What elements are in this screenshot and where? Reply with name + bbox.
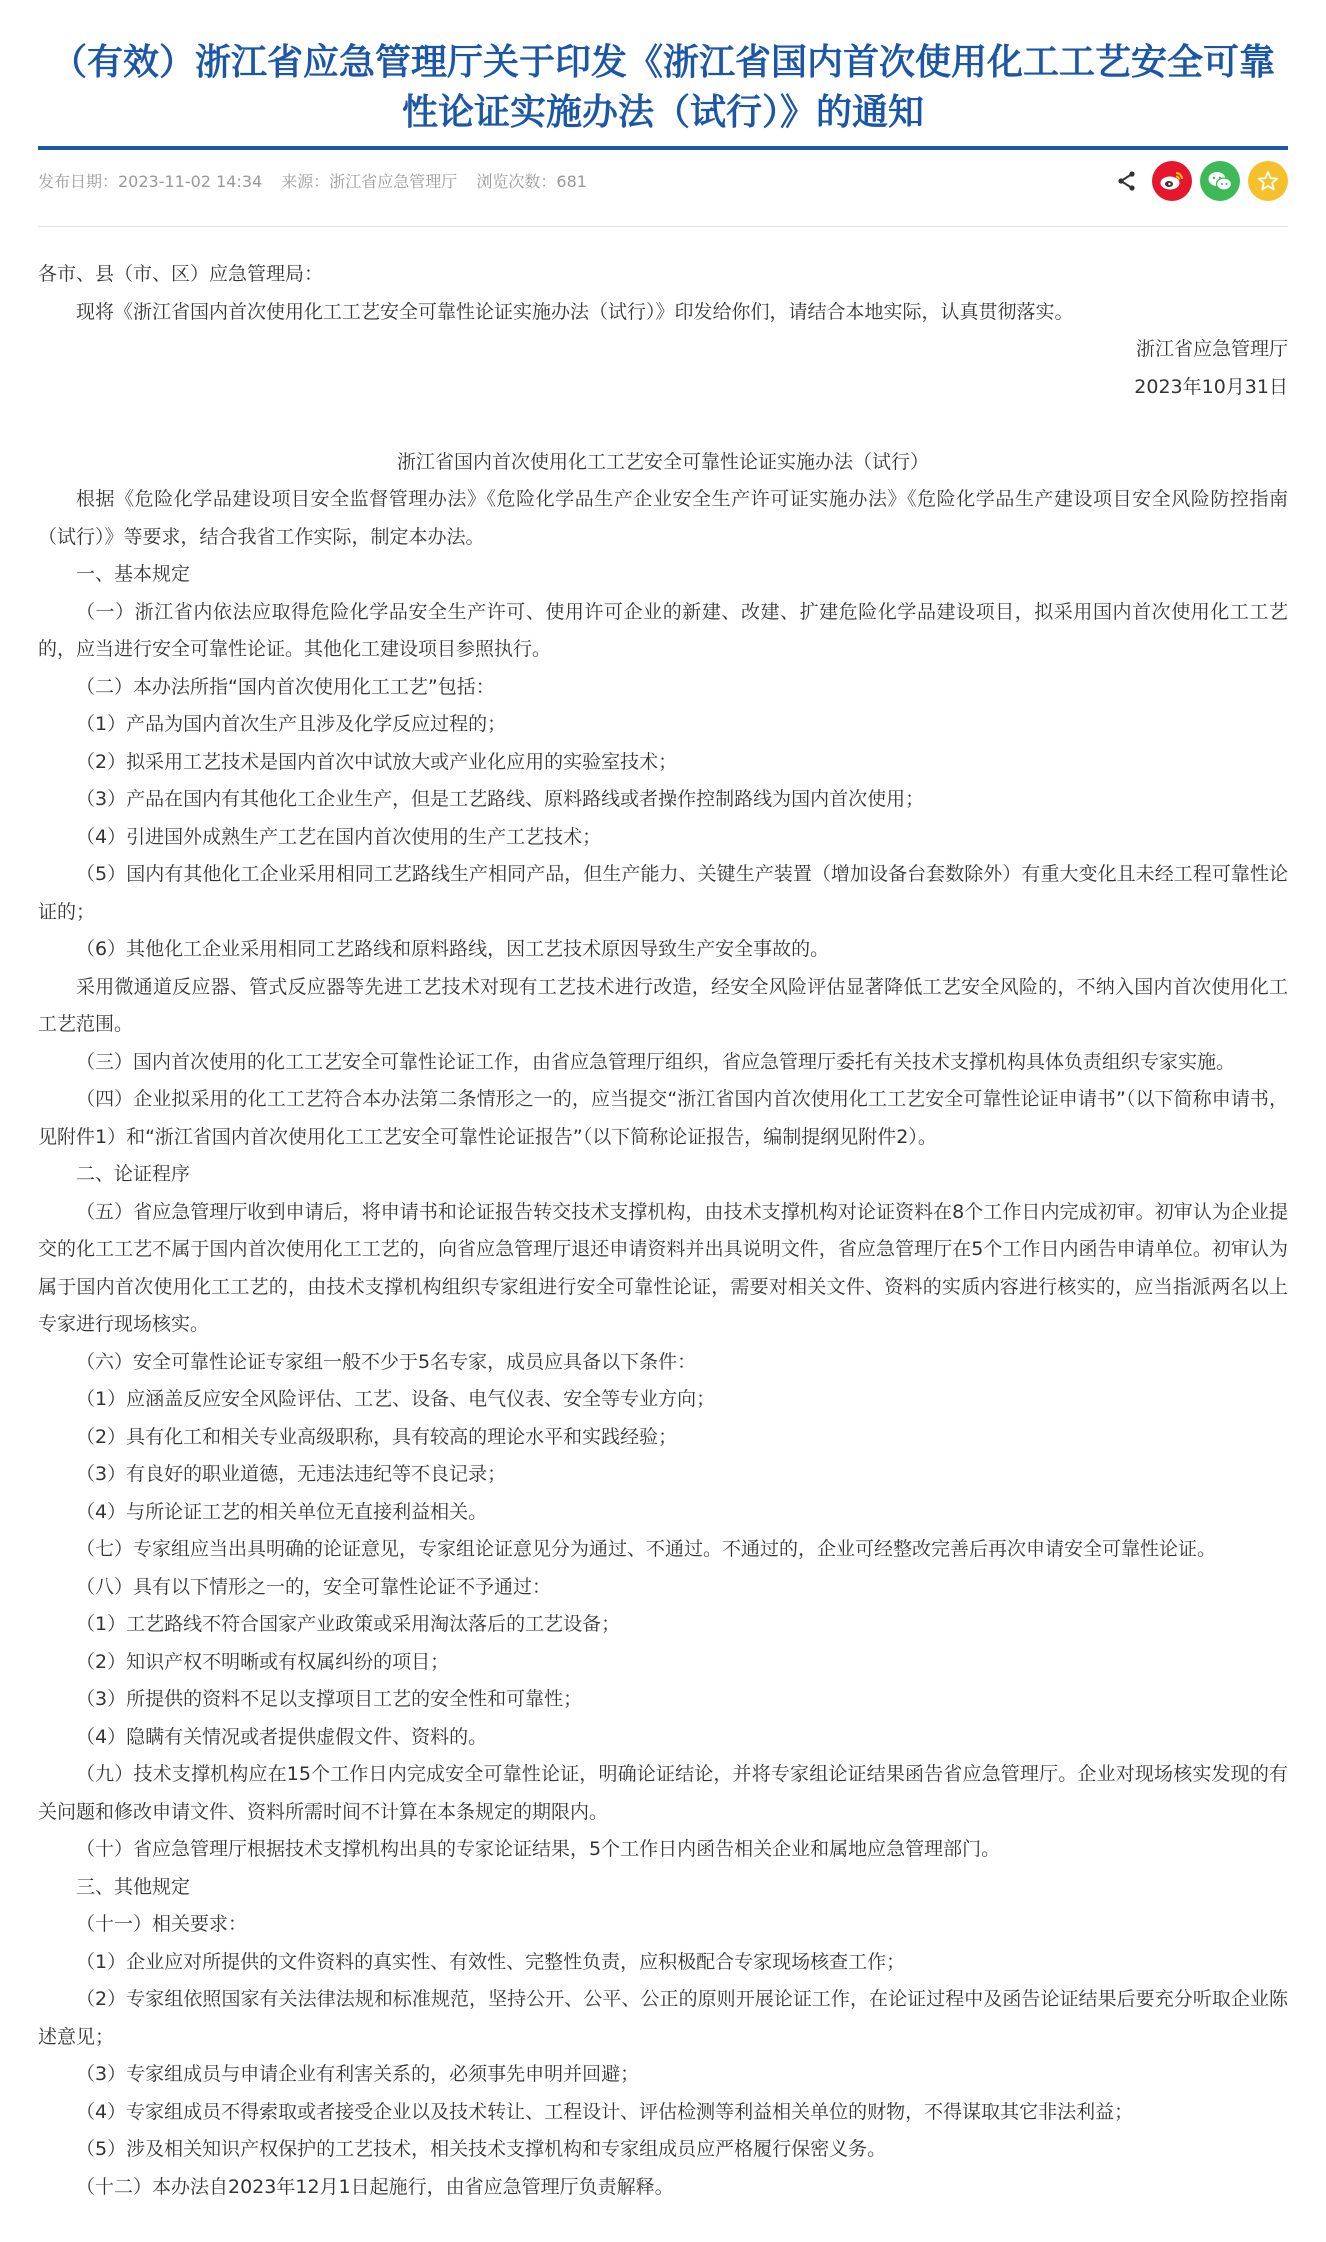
document-paragraph: （十二）本办法自2023年12月1日起施行，由省应急管理厅负责解释。 [76,2175,674,2198]
document-paragraph: （3）有良好的职业道德，无违法违纪等不良记录； [76,1463,507,1485]
document-paragraph: （5）国内有其他化工企业采用相同工艺路线生产相同产品，但生产能力、关键生产装置（增加设备台套数除外）有重大变化且未经工程可靠性论证的； [38,863,1288,923]
document-paragraph: （5）涉及相关知识产权保护的工艺技术，相关技术支撑机构和专家组成员应严格履行保密义务。 [76,2138,887,2160]
document-paragraphs [38,481,1288,2206]
document-paragraph: （2）拟采用工艺技术是国内首次中试放大或产业化应用的实验室技术； [76,750,678,773]
document-paragraph: （1）工艺路线不符合国家产业政策或采用淘汰落后的工艺设备； [76,1613,621,1635]
document-title: 浙江省国内首次使用化工工艺安全可靠性论证实施办法（试行） [396,450,929,473]
document-paragraph: （1）企业应对所提供的文件资料的真实性、有效性、完整性负责，应积极配合专家现场核查工作； [76,1950,906,1973]
document-paragraph: 二、论证程序 [76,1163,191,1185]
article-source: 来源：浙江省应急管理厅 [281,172,458,191]
weibo-icon[interactable] [1152,161,1192,201]
document-paragraph: （2）具有化工和相关专业高级职称，具有较高的理论水平和实践经验； [76,1425,678,1448]
document-paragraph: （六）安全可靠性论证专家组一般不少于5名专家，成员应具备以下条件： [76,1350,697,1373]
document-paragraph: 三、其他规定 [76,1875,191,1898]
document-paragraph: （4）与所论证工艺的相关单位无直接利益相关。 [76,1500,488,1523]
article-body [38,256,1288,2206]
document-paragraph: （2）知识产权不明晰或有权属纠纷的项目； [76,1650,450,1673]
document-paragraph: （十）省应急管理厅根据技术支撑机构出具的专家论证结果，5个工作日内函告相关企业和属地应急管理部门。 [76,1838,1001,1860]
letter-body: 现将《浙江省国内首次使用化工工艺安全可靠性论证实施办法（试行）》印发给你们，请结合本地实际，认真贯彻落实。 [76,300,1074,323]
title-divider [38,146,1288,150]
document-paragraph: （3）专家组成员与申请企业有利害关系的，必须事先申明并回避； [76,2063,640,2085]
document-paragraph: 采用微通道反应器、管式反应器等先进工艺技术对现有工艺技术进行改造，经安全风险评估显著降低工艺安全风险的，不纳入国内首次使用化工工艺范围。 [38,975,1288,1035]
document-paragraph: （3）产品在国内有其他化工企业生产，但是工艺路线、原料路线或者操作控制路线为国内首次使用； [76,788,925,810]
document-paragraph: （3）所提供的资料不足以支撑项目工艺的安全性和可靠性； [76,1688,583,1710]
document-paragraph: （七）专家组应当出具明确的论证意见，专家组论证意见分为通过、不通过。不通过的，企业可经整改完善后再次申请安全可靠性论证。 [76,1538,1217,1560]
document-paragraph: （二）本办法所指“国内首次使用化工工艺”包括： [76,675,495,698]
document-paragraph: （4）引进国外成熟生产工艺在国内首次使用的生产工艺技术； [76,825,602,848]
letter-date: 2023年10月31日 [1134,375,1288,398]
view-count: 浏览次数：681 [476,172,587,191]
share-icon[interactable] [1114,168,1140,194]
favorite-icon[interactable] [1248,161,1288,201]
document-paragraph: （十一）相关要求： [76,1913,248,1935]
document-paragraph: （一）浙江省内依法应取得危险化学品安全生产许可、使用许可企业的新建、改建、扩建危险化学品建设项目，拟采用国内首次使用化工工艺的，应当进行安全可靠性论证。其他化工建设项目参照执行。 [38,600,1288,660]
document-paragraph: （2）专家组依照国家有关法律法规和标准规范，坚持公开、公平、公正的原则开展论证工作，在论证过程中及函告论证结果后要充分听取企业陈述意见； [38,1988,1288,2048]
document-paragraph: （6）其他化工企业采用相同工艺路线和原料路线，因工艺技术原因导致生产安全事故的。 [76,938,830,960]
article-meta [38,170,601,194]
document-paragraph: （1）产品为国内首次生产且涉及化学反应过程的； [76,713,507,735]
document-paragraph: （八）具有以下情形之一的，安全可靠性论证不予通过： [76,1575,552,1598]
letter-signature: 浙江省应急管理厅 [1135,338,1288,360]
document-paragraph: （4）专家组成员不得索取或者接受企业以及技术转让、工程设计、评估检测等利益相关单位的财物，不得谋取其它非法利益； [76,2100,1134,2123]
share-toolbar [1114,160,1288,202]
meta-divider [38,226,1288,227]
wechat-icon[interactable] [1200,161,1240,201]
blank-line [38,406,1288,444]
document-paragraph: （4）隐瞒有关情况或者提供虚假文件、资料的。 [76,1725,488,1748]
letter-salutation: 各市、县（市、区）应急管理局： [38,263,324,285]
document-paragraph: 根据《危险化学品建设项目安全监督管理办法》《危险化学品生产企业安全生产许可证实施办法》《危险化学品生产建设项目安全风险防控指南（试行）》等要求，结合我省工作实际，制定本办法。 [38,488,1288,548]
document-paragraph: （九）技术支撑机构应在15个工作日内完成安全可靠性论证，明确论证结论，并将专家组论证结果函告省应急管理厅。企业对现场核实发现的有关问题和修改申请文件、资料所需时间不计算在本条规定的期限内。 [38,1763,1288,1823]
document-paragraph: （三）国内首次使用的化工工艺安全可靠性论证工作，由省应急管理厅组织，省应急管理厅委托有关技术支撑机构具体负责组织专家实施。 [76,1050,1236,1073]
article-title: （有效）浙江省应急管理厅关于印发《浙江省国内首次使用化工工艺安全可靠性论证实施办法（试行）》的通知 [50,42,1275,134]
document-paragraph: （五）省应急管理厅收到申请后，将申请书和论证报告转交技术支撑机构，由技术支撑机构对论证资料在8个工作日内完成初审。初审认为企业提交的化工工艺不属于国内首次使用化工工艺的，向省应急管理厅退还申请资料并出具说明文件，省应急管理厅在5个工作日内函告申请单位。初审认为属于国内首次使用化工工艺的，由技术支撑机构组织专家组进行安全可靠性论证，需要对相关文件、资料的实质内容进行核实的，应当指派两名以上专家进行现场核实。 [38,1200,1288,1335]
document-paragraph: （四）企业拟采用的化工工艺符合本办法第二条情形之一的，应当提交“浙江省国内首次使用化工工艺安全可靠性论证申请书”（以下简称申请书，见附件1）和“浙江省国内首次使用化工工艺安全可靠性论证报告”（以下简称论证报告，编制提纲见附件2）。 [38,1088,1288,1148]
document-paragraph: 一、基本规定 [76,563,191,585]
publish-date: 发布日期：2023-11-02 14:34 [38,172,263,191]
document-paragraph: （1）应涵盖反应安全风险评估、工艺、设备、电气仪表、安全等专业方向； [76,1388,716,1410]
